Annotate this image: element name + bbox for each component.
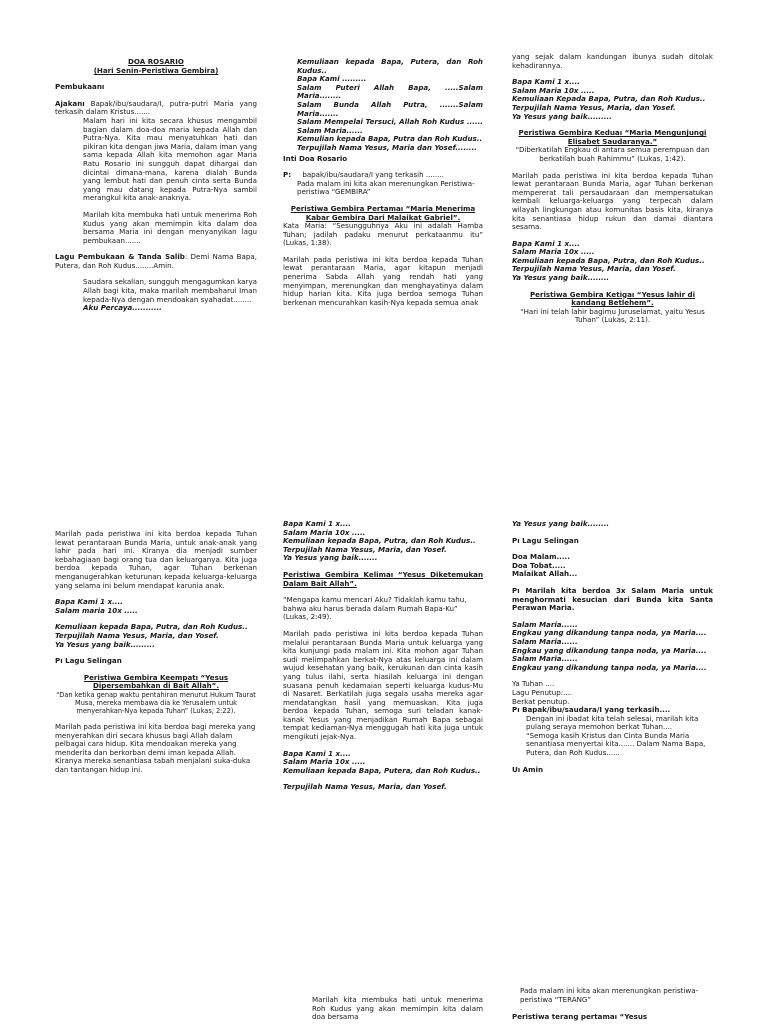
p-text: bapak/ibu/saudara/I yang terkasih ........ xyxy=(302,170,444,180)
peristiwa-gembira-2-quote: “Diberkatilah Engkau di antara semua perempuan dan berkatilah buah Rahimmu” (Lukas, 1:42). xyxy=(515,145,710,163)
bottom-paragraph: Marilah kita membuka hati untuk menerima Roh Kudus yang akan memimpin kita dalam doa bersama xyxy=(312,995,483,1022)
prayer-line: Engkau yang dikandung tanpa noda, ya Maria.... xyxy=(512,645,707,655)
ajakan-line xyxy=(55,100,257,117)
prayer-line: Ya Yesus yang baik......... xyxy=(55,639,155,649)
marilah-berdoa: Pı Marilah kita berdoa 3x Salam Maria untuk menghormati kesucian dari Bunda kita Santa Perawan Maria. xyxy=(512,585,713,613)
prayer-line: Salam Bunda Allah Putra, .......Salam Maria....... xyxy=(297,99,483,118)
lagu-pembukaan-text: : Demi Nama Bapa, Putera, dan Roh Kudus........Amin. xyxy=(55,252,257,270)
page-title: DOA ROSARIO xyxy=(128,57,184,66)
saudara-paragraph: Saudara sekalian, sungguh mengagumkan karya Allah bagi kita, maka marilah membaharui Iman kepada-Nya dengan mendoakan syahadat........ xyxy=(83,277,257,304)
prayer-line: Kemuliaan kepada Bapa, Putera, dan Roh Kudus.. xyxy=(283,765,481,775)
peristiwa-gembira-3-paragraph: Marilah pada peristiwa ini kita berdoa kepada Tuhan lewat perantaraan Bunda Maria, untuk anak-anak yang lahir pada hari ini. Kiranya dia menjadi sumber kebahagiaan bagi orang tua dan keluarganya. Kita juga berdoa kepada Tuhan, agar Tuhan berkenan menganugerahkan keturunan kepada keluarga-keluarga yang selama ini belum mendapat karunia anak. xyxy=(55,529,257,590)
column-3-middle xyxy=(512,520,713,774)
prayer-line: Salam Mempelai Tersuci, Allah Roh Kudus ...... Salam Maria...... xyxy=(297,117,483,135)
prayer-line: Terpujilah Nama Yesus, Maria, dan Yosef. xyxy=(512,264,676,274)
peristiwa-gembira-5-paragraph: Marilah pada peristiwa ini kita berdoa kepada Tuhan melalui perantaraan Bunda Maria untuk keluarga yang kita kunjungi pada malam ini. Kita mohon agar Tuhan sudi melimpahkan berkat-Nya atas keluarga ini dalam wujud kesehatan yang baik, kerukunan dan cinta kasih yang tulus ilahi, serta hiasilah keluarga ini dengan suasana penuh kedamaian seperti keluarga kudus-Mu di Nasaret. Berkatilah juga segala usaha mereka agar mendatangkan hasil yang memuaskan. Kita juga berdoa kepada Tuhan, semoga suri teladan kanak-kanak Yesus yang menjadikan Rumah Bapa sebagai tempat kediaman-Nya menggugah hati kita juga untuk mengikuti jejak-Nya. xyxy=(283,628,483,742)
continued-text: yang sejak dalam kandungan ibunya sudah ditolak kehadirannya. xyxy=(512,52,713,70)
ajakan-paragraph-2: Marilah kita membuka hati untuk menerima Roh Kudus yang akan memimpin kita dalam doa bersama Maria ini dengan menyanyikan lagu pembukaan....... xyxy=(83,209,257,245)
prayer-line: Salam Maria...... xyxy=(512,619,578,629)
prayer-line: Salam Maria 10x ..... xyxy=(512,247,595,257)
peristiwa-terang-1-title: Peristiwa terang pertamaı “Yesus xyxy=(512,1011,648,1021)
closing-line: Ya Tuhan .... xyxy=(512,679,555,689)
prayer-line: Malaikat Allah... xyxy=(512,569,578,579)
ajakan-text: Bapak/ibu/saudara/I, putra-putri Maria yang terkasih dalam Kristus....... xyxy=(55,98,257,117)
column-3-bottom xyxy=(512,987,713,1021)
prayer-line: Terpujilah Nama Yesus, Maria, dan Yosef. xyxy=(283,544,447,554)
lagu-selingan: Pı Lagu Selingan xyxy=(512,535,579,545)
peristiwa-gembira-4-paragraph: Marilah pada peristiwa ini kita berdoa bagi mereka yang menyerahkan diri secara khusus bagi Allah dalam pelbagai cara hidup. Kita mendoakan mereka yang menderita dan berkorban demi iman kepada Allah. Kiranya mereka senantiasa tabah menjalani suka-duka dan tantangan hidup ini. xyxy=(55,721,256,774)
prayer-line: Kemuliaan kepada Bapa, Putra, dan Roh Kudus.. xyxy=(55,622,248,632)
prayer-line: Salam Maria...... xyxy=(512,636,578,646)
prayer-line: Kemuliaan kepada Bapa, Putera, dan Roh Kudus.. xyxy=(297,57,483,75)
prayer-line: Kemuliaan kepada Bapa, Putra, dan Roh Kudus.. xyxy=(283,536,476,546)
prayer-line: Terpujilah Nama Yesus, Maria, dan Yosef. xyxy=(512,102,676,112)
pembukaan-heading: Pembukaanı xyxy=(55,82,105,92)
peristiwa-gembira-3-title: Peristiwa Gembira Ketigaı “Yesus lahir di kandang Betlehem”. xyxy=(529,289,696,308)
lagu-pembukaan-label: Lagu Pembukaan & Tanda Salib xyxy=(55,252,185,262)
p-label: P: xyxy=(283,170,292,180)
peristiwa-gembira-4-quote: “Dan ketika genap waktu pentahiran menurut Hukum Taurat Musa, mereka membawa dia ke Yerusalem untuk menyerahkan-Nya kepada Tuhan” (Lukas, 2:22). xyxy=(56,690,256,715)
prayer-line: Terpujilah Nama Yesus, Maria, dan Yosef. xyxy=(55,630,219,640)
ajakan-paragraph: Malam hari ini kita secara khusus mengambil bagian dalam doa-doa maria kepada Allah dan Putra-Nya. Kita mau menyatuhkan hati dan pikiran kita dengan jiwa Maria, dalam iman yang sama kepada Allah kita memohon agar Maria Ratu Rosario ini sungguh dapat dihargai dan dicintai dimana-mana, karena dialah Bunda yang lembut hati dan penuh cinta serta Bunda yang mau datang kepada Putra-Nya sambil merangkul kita anak-anaknya. xyxy=(83,115,257,203)
peristiwa-gembira-3-quote: “Hari ini telah lahir bagimu Juruselamat, yaitu Yesus Tuhan” (Lukas, 2:11). xyxy=(520,306,705,325)
prayer-line: Kemuliaan Kepada Bapa, Putra, dan Roh Kudus.. xyxy=(512,94,706,104)
column-3-top xyxy=(512,53,713,325)
prayer-line: Terpujilah Nama Yesus, Maria, dan Yosef. xyxy=(283,782,447,792)
ajakan-label: Ajakanı xyxy=(55,98,85,108)
closing-line: Berkat penutup. xyxy=(512,696,570,706)
column-2-top xyxy=(283,58,483,307)
prayer-line: Engkau yang dikandung tanpa noda, ya Maria.... xyxy=(512,628,707,638)
prayer-line: Salam Puteri Allah Bapa, .....Salam Maria........ xyxy=(297,82,483,101)
peristiwa-gembira-5-quote: “Mengapa kamu mencari Aku? Tidaklah kamu tahu, bahwa aku harus berada dalam Rumah Bapa-Ku” (Lukas, 2:49). xyxy=(283,595,467,622)
prayer-line: Salam Maria 10x ..... xyxy=(283,527,366,537)
prayer-line: Bapa Kami 1 x.... xyxy=(283,519,351,528)
amin: Uı Amin xyxy=(512,764,544,774)
aku-percaya: Aku Percaya........... xyxy=(83,303,162,313)
peristiwa-gembira-2-title: Peristiwa Gembira Keduaı “Maria Mengunjungi Elisabet Saudaranya.” xyxy=(518,128,707,146)
peristiwa-gembira-1-paragraph: Marilah pada peristiwa ini kita berdoa kepada Tuhan lewat perantaraan Maria, agar kitapun menjadi penerima Sabda Allah yang rendah hati yang menyimpan, merenungkan dan menghayatinya dalam hidup harian kita. Kita juga berdoa semoga Tuhan berkenan mencurahkan kasih-Nya kepada semua anak xyxy=(283,254,483,307)
prayer-line: Salam Maria...... xyxy=(512,654,578,664)
prayer-line: Bapa Kami ......... xyxy=(297,74,367,84)
column-2-middle xyxy=(283,520,483,792)
closing-line: Pı Bapak/ibu/saudara/I yang terkasih.... xyxy=(512,705,671,715)
peristiwa-gembira-5-title: Peristiwa Gembira Kelimaı “Yesus Diketemukan Dalam Bait Allah”. xyxy=(283,569,483,588)
prayer-line: Doa Malam..... xyxy=(512,552,570,562)
closing-blessing: “Semoga kasih Kristus dan Cinta Bunda Maria senantiasa menyertai kita....... Dalam Nama Bapa, Putera, dan Roh Kudus...... xyxy=(526,730,706,758)
lagu-pembukaan xyxy=(55,253,257,270)
prayer-line: Bapa Kami 1 x.... xyxy=(283,748,351,758)
closing-line: Lagu Penutup:.... xyxy=(512,687,573,697)
prayer-line: Ya Yesus yang baik........ xyxy=(512,273,610,283)
lagu-selingan: Pı Lagu Selingan xyxy=(55,656,122,666)
prayer-line: Terpujilah Nama Yesus, Maria dan Yosef........ xyxy=(297,142,477,152)
prayer-line: Salam Maria 10x ..... xyxy=(512,85,595,95)
prayer-line: Engkau yang dikandung tanpa noda, ya Maria.... xyxy=(512,662,707,672)
prayer-line: Bapa Kami 1 x.... xyxy=(512,238,580,248)
prayer-line: Salam maria 10x ..... xyxy=(55,605,138,615)
column-2-bottom xyxy=(312,996,483,1022)
prayer-line: Doa Tobat..... xyxy=(512,560,566,570)
bottom-dot: . xyxy=(520,1003,523,1013)
peristiwa-gembira-2-paragraph: Marilah pada peristiwa ini kita berdoa kepada Tuhan lewat perantaraan Bunda Maria, agar Tuhan berkenan mempererat tali persaudaraan dan mempersatukan kembali keluarga-keluarga yang terpecah dalam wilayah lingkungan atau komunitas basis kita, kiranya kita senantiasa hidup rukun dan damai diantara sesama. xyxy=(512,170,713,232)
prayer-line: Bapa Kami 1 x.... xyxy=(512,77,580,87)
p-paragraph: Pada malam ini kita akan merenungkan Peristiwa-peristiwa “GEMBIRA” xyxy=(297,178,475,197)
peristiwa-gembira-1-quote: Kata Maria: “Sesungguhnya Aku ini adalah Hamba Tuhan; jadilah padaku menurut perkataanmu itu” (Lukas, 1:38). xyxy=(283,221,483,248)
prayer-line: Kemuliaan kepada Bapa, Putra, dan Roh Kudus.. xyxy=(512,255,705,265)
prayer-line: Ya Yesus yang baik....... xyxy=(283,553,378,563)
prayer-line: Ya Yesus yang baik......... xyxy=(512,111,612,121)
prayer-line: Ya Yesus yang baik........ xyxy=(512,519,610,528)
peristiwa-gembira-1-title: Peristiwa Gembira Pertamaı “Maria Menerima Kabar Gembira Dari Malaikat Gabriel”. xyxy=(290,203,476,222)
page-subtitle: (Hari Senin-Peristiwa Gembira) xyxy=(93,65,219,75)
bottom-paragraph: Pada malam ini kita akan merenungkan peristiwa-peristiwa “TERANG” xyxy=(520,986,699,1004)
column-1-middle xyxy=(55,530,257,774)
prayer-line: Kemulian kepada Bapa, Putra dan Roh Kudus.. xyxy=(297,134,483,144)
prayer-line: Salam Maria 10x ..... xyxy=(283,757,366,767)
column-1-top xyxy=(55,58,257,313)
prayer-line: Bapa Kami 1 x.... xyxy=(55,597,123,607)
closing-paragraph: Dengan ini ibadat kita telah selesai, marilah kita pulang seraya memohon berkat Tuhan.... xyxy=(526,713,699,732)
peristiwa-gembira-4-title: Peristiwa Gembira Keempatı “Yesus Dipersembahkan di Bait Allah”. xyxy=(83,672,229,691)
inti-doa-heading: Inti Doa Rosario xyxy=(283,153,348,163)
